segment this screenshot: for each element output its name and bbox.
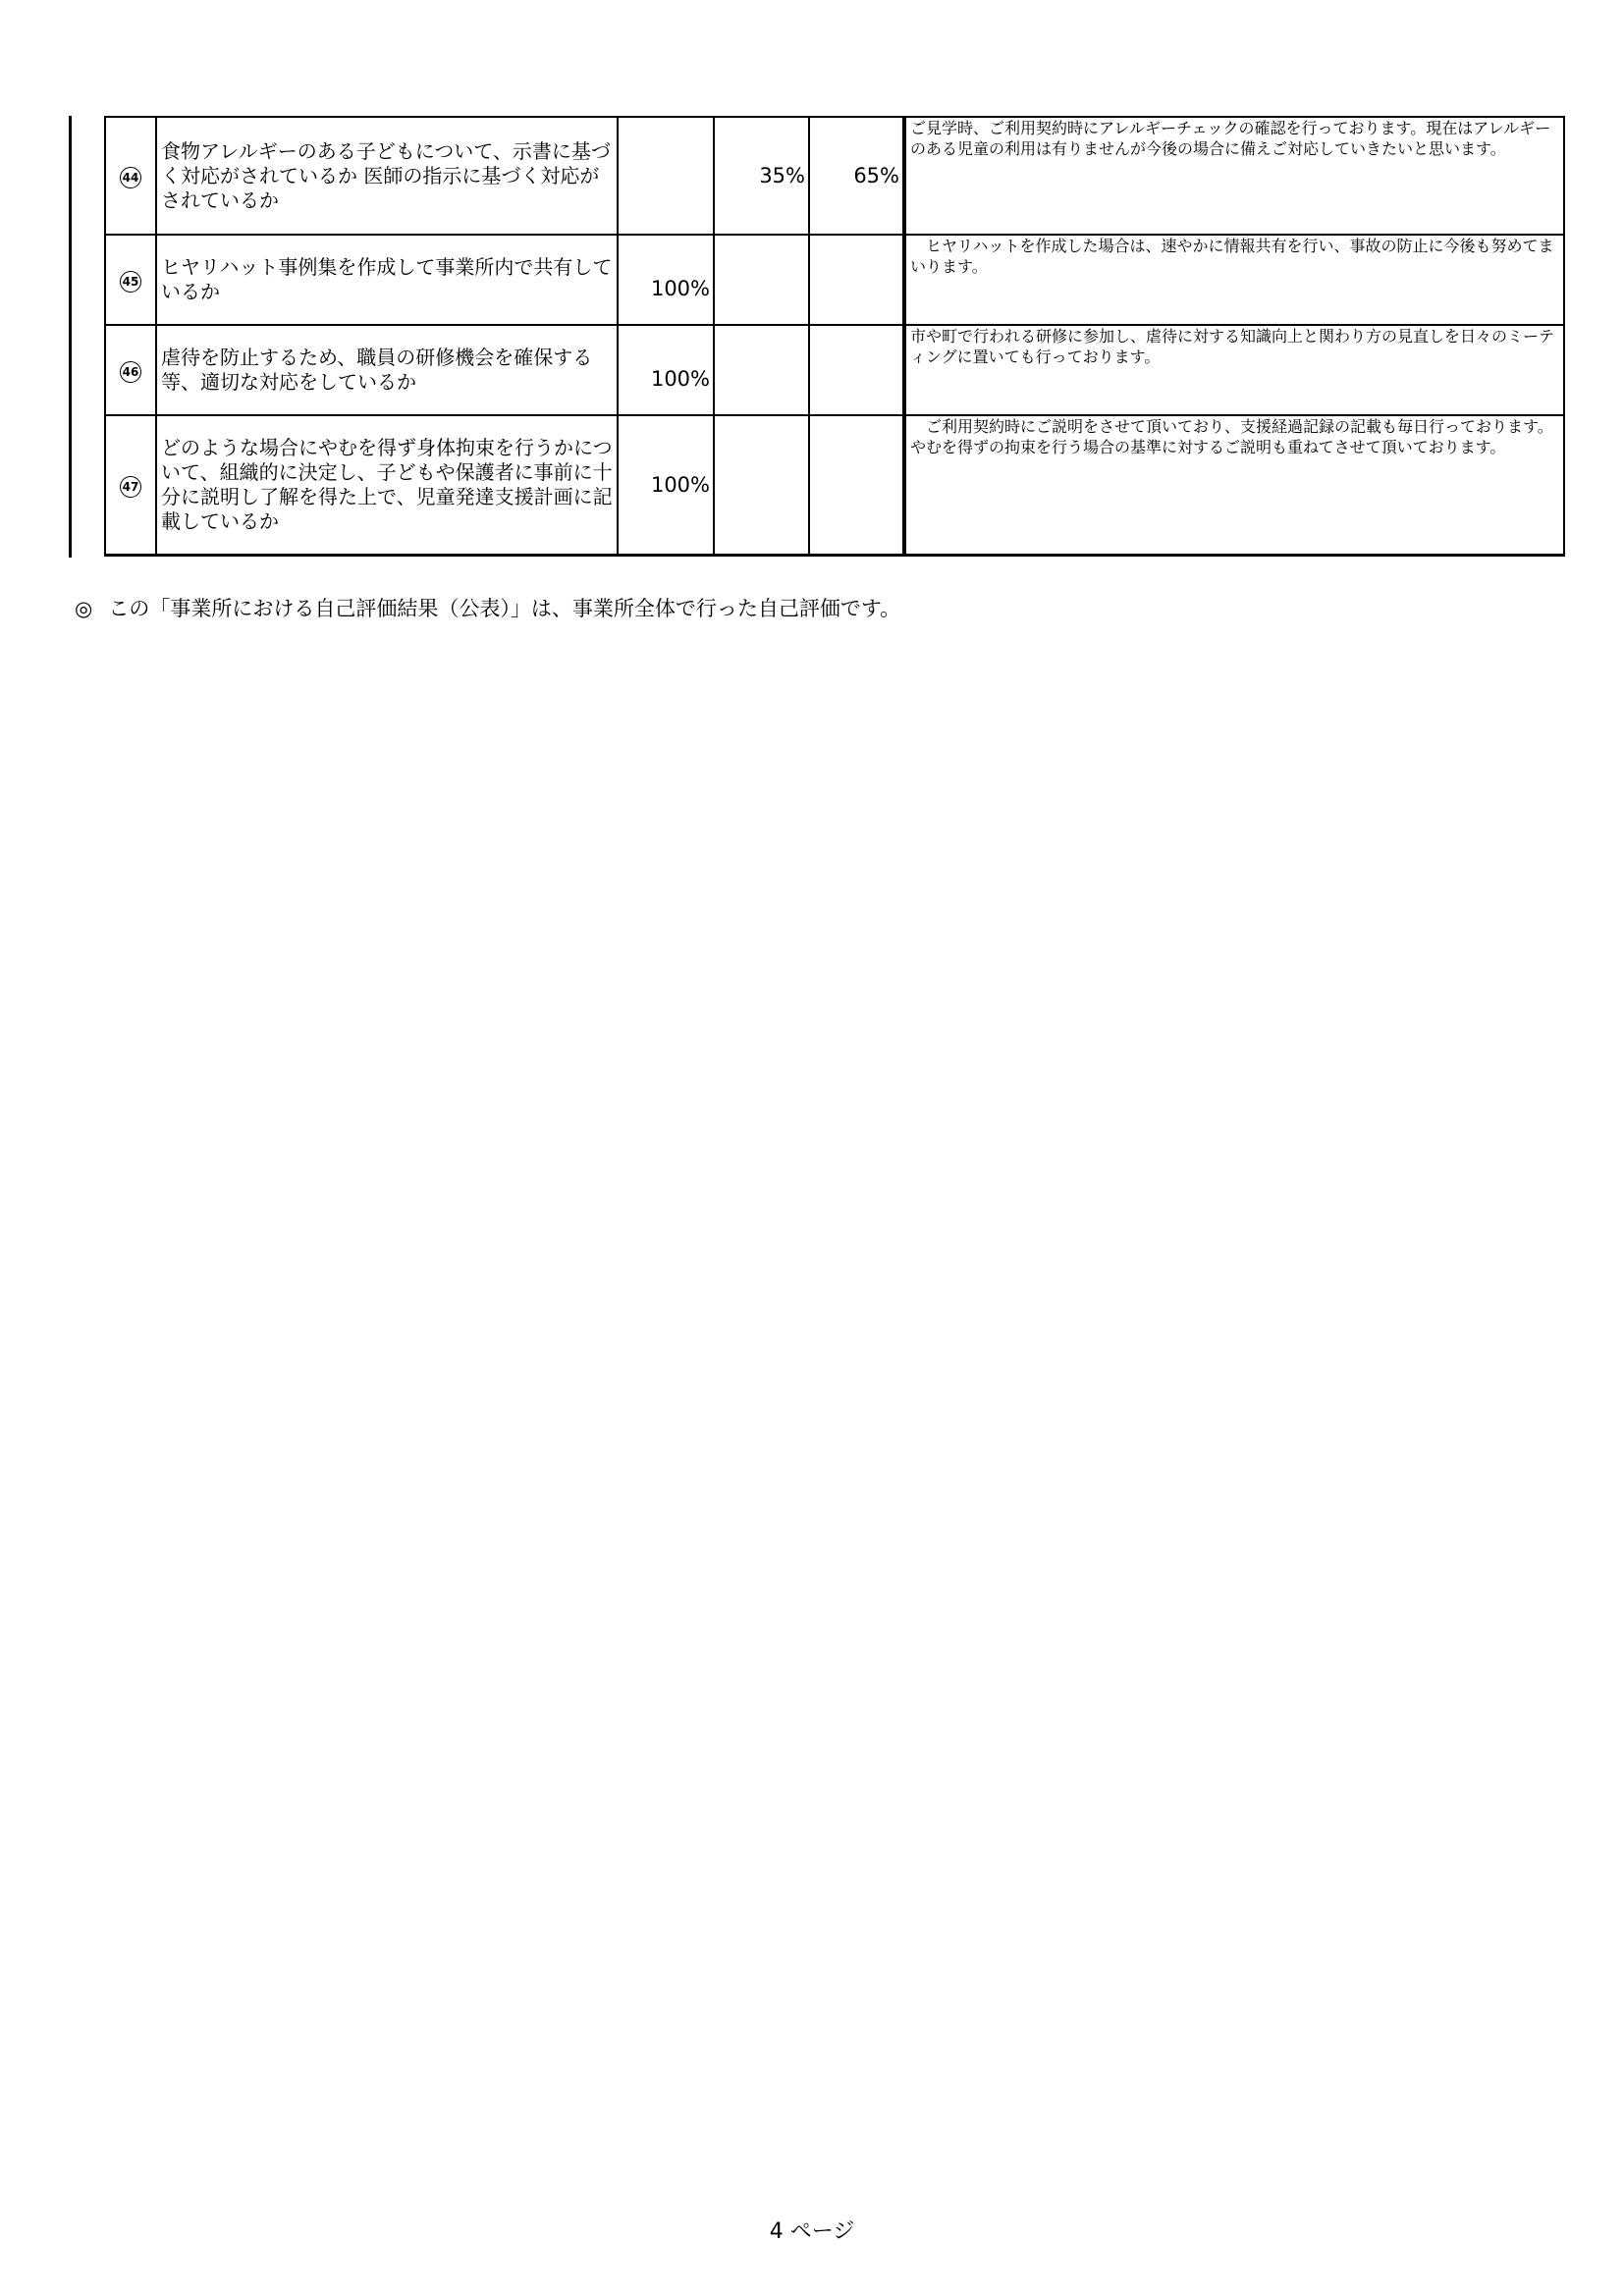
no-percent bbox=[809, 415, 904, 555]
section-rail bbox=[69, 116, 72, 558]
item-number-cell bbox=[105, 235, 156, 325]
question-cell: 虐待を防止するため、職員の研修機会を確保する等、適切な対応をしているか bbox=[156, 325, 618, 415]
table-row bbox=[105, 117, 1564, 235]
comment-cell: 市や町で行われる研修に参加し、虐待に対する知識向上と関わり方の見直しを日々のミーティングに置いても行っております。 bbox=[904, 325, 1564, 415]
footnote-text: この「事業所における自己評価結果（公表）」は、事業所全体で行った自己評価です。 bbox=[108, 597, 901, 620]
item-number: 44 bbox=[120, 167, 141, 188]
comment-cell: ご見学時、ご利用契約時にアレルギーチェックの確認を行っております。現在はアレルギーのある児童の利用は有りませんが今後の場合に備えご対応していきたいと思います。 bbox=[904, 117, 1564, 235]
yes-percent: 100% bbox=[618, 415, 714, 555]
double-circle-icon: ◎ bbox=[75, 597, 93, 620]
unknown-percent bbox=[714, 415, 809, 555]
footnote bbox=[75, 593, 900, 622]
unknown-percent bbox=[714, 235, 809, 325]
item-number-cell bbox=[105, 117, 156, 235]
unknown-percent: 35% bbox=[714, 117, 809, 235]
no-percent: 65% bbox=[809, 117, 904, 235]
item-number-cell bbox=[105, 415, 156, 555]
table-row bbox=[105, 325, 1564, 415]
yes-percent: 100% bbox=[618, 325, 714, 415]
self-evaluation-table bbox=[104, 116, 1565, 557]
item-number-cell bbox=[105, 325, 156, 415]
question-cell: ヒヤリハット事例集を作成して事業所内で共有しているか bbox=[156, 235, 618, 325]
comment-cell: ヒヤリハットを作成した場合は、速やかに情報共有を行い、事故の防止に今後も努めてまいります。 bbox=[904, 235, 1564, 325]
page-number: 4 ページ bbox=[769, 2219, 855, 2244]
comment-cell: ご利用契約時にご説明をさせて頂いており、支援経過記録の記載も毎日行っております。やむを得ずの拘束を行う場合の基準に対するご説明も重ねてさせて頂いております。 bbox=[904, 415, 1564, 555]
item-number: 46 bbox=[120, 361, 141, 383]
item-number: 47 bbox=[120, 476, 141, 498]
yes-percent bbox=[618, 117, 714, 235]
question-cell: どのような場合にやむを得ず身体拘束を行うかについて、組織的に決定し、子どもや保護者に事前に十分に説明し了解を得た上で、児童発達支援計画に記載しているか bbox=[156, 415, 618, 555]
yes-percent: 100% bbox=[618, 235, 714, 325]
no-percent bbox=[809, 325, 904, 415]
table-row bbox=[105, 235, 1564, 325]
no-percent bbox=[809, 235, 904, 325]
question-cell: 食物アレルギーのある子どもについて、示書に基づく対応がされているか 医師の指示に基づく対応がされているか bbox=[156, 117, 618, 235]
item-number: 45 bbox=[120, 271, 141, 293]
unknown-percent bbox=[714, 325, 809, 415]
table-row bbox=[105, 415, 1564, 555]
